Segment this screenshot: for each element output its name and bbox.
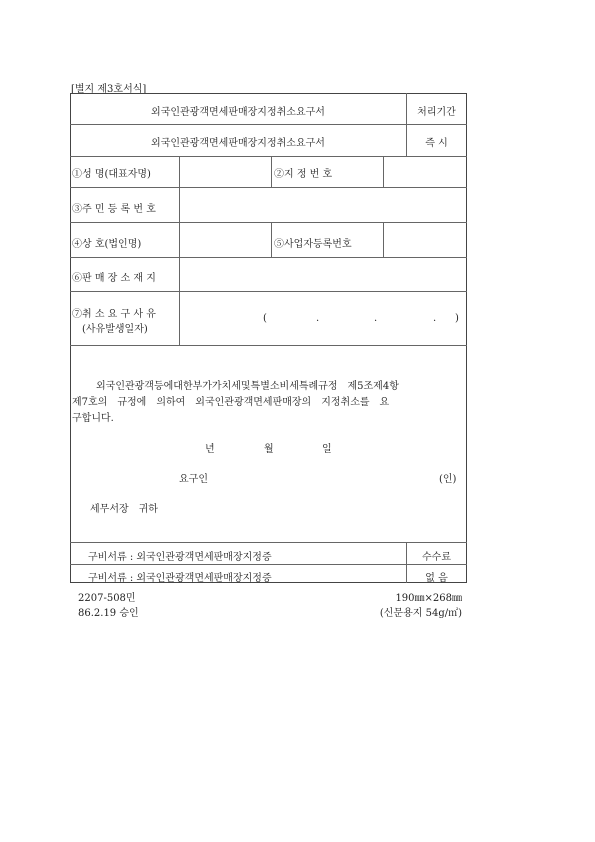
divider: [70, 564, 467, 565]
divider: [70, 156, 467, 157]
form-number: [별지 제3호서식]: [71, 84, 147, 95]
divider: [70, 345, 467, 346]
required-documents: 구비서류 : 외국인관광객면세판매장지정증: [88, 573, 272, 584]
divider: [383, 156, 384, 187]
business-name-label: ④상 호(법인명): [72, 239, 142, 250]
divider: [383, 222, 384, 257]
occurrence-date-label: (사유발생일자): [82, 324, 148, 335]
store-address-label: ⑥판 매 장 소 재 지: [72, 273, 156, 284]
fee-value: 없 음: [425, 573, 448, 584]
divider: [179, 156, 180, 345]
divider: [271, 156, 272, 187]
date-separator: .: [316, 313, 320, 324]
date-open-paren: (: [263, 313, 267, 324]
date-close-paren: ): [455, 313, 459, 324]
form-code: 2207-508민: [78, 593, 136, 604]
seal-mark: (인): [439, 474, 457, 485]
divider: [70, 222, 467, 223]
processing-period-label: 처리기간: [417, 107, 456, 118]
requester-label: 요구인: [179, 474, 208, 485]
approval-date: 86.2.19 승인: [78, 608, 139, 619]
addressee: 세무서장 귀하: [90, 504, 158, 515]
form-title: 외국인관광객면세판매장지정취소요구서: [151, 107, 325, 118]
divider: [70, 257, 467, 258]
required-documents: 구비서류 : 외국인관광객면세판매장지정증: [88, 552, 272, 563]
resident-number-label: ③주 민 등 록 번 호: [72, 204, 156, 215]
request-text-line: 제7호의 규정에 의하여 외국인관광객면세판매장의 지정취소를 요: [72, 397, 390, 408]
cancellation-reason-label: ⑦취 소 요 구 사 유: [72, 309, 156, 320]
paper-size: 190㎜×268㎜: [395, 593, 462, 604]
processing-period-value: 즉 시: [425, 138, 448, 149]
name-label: ①성 명(대표자명): [72, 169, 151, 180]
date-separator: .: [374, 313, 378, 324]
fee-label: 수수료: [422, 552, 451, 563]
divider: [70, 187, 467, 188]
request-text-line: 구합니다.: [72, 413, 114, 424]
divider: [70, 542, 467, 543]
paper-type: (신문용지 54g/㎡): [379, 608, 462, 619]
date-year-label: 년: [205, 444, 215, 455]
date-month-label: 월: [264, 444, 274, 455]
divider: [70, 124, 467, 125]
date-day-label: 일: [322, 444, 332, 455]
divider: [70, 291, 467, 292]
form-title: 외국인관광객면세판매장지정취소요구서: [151, 138, 325, 149]
divider: [271, 222, 272, 257]
business-registration-number-label: ⑤사업자등록번호: [274, 239, 352, 250]
request-text-line: 외국인관광객등에대한부가가치세및특별소비세특례규정 제5조제4항: [96, 381, 399, 392]
date-separator: .: [433, 313, 437, 324]
designation-number-label: ②지 정 번 호: [274, 169, 333, 180]
